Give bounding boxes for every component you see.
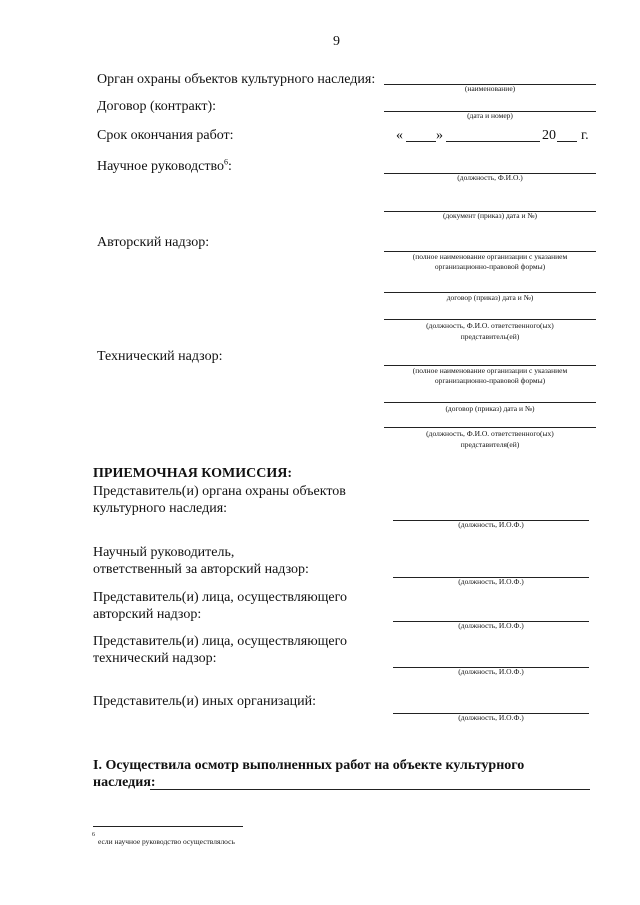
nauch-caption-2: (документ (приказ) дата и №) bbox=[442, 211, 538, 220]
tech-caption-3a: (должность, Ф.И.О. ответственного(ых) bbox=[426, 429, 554, 438]
tech-caption-3b: представителя(ей) bbox=[460, 440, 520, 449]
commission-item-3-line1: Представитель(и) лица, осуществляющего bbox=[93, 590, 348, 605]
organ-caption: (наименование) bbox=[464, 84, 516, 93]
avtor-caption-1b: организационно-правовой формы) bbox=[434, 262, 546, 271]
avtor-caption-3a: (должность, Ф.И.О. ответственного(ых) bbox=[426, 321, 554, 330]
avtor-input-line-3[interactable] bbox=[384, 319, 596, 320]
tech-caption-2: (договор (приказ) дата и №) bbox=[445, 404, 535, 413]
nauch-label bbox=[97, 158, 232, 175]
commission-item-5-line1: Представитель(и) иных организаций: bbox=[93, 694, 317, 709]
commission-item-2-line2: ответственный за авторский надзор: bbox=[93, 562, 309, 577]
srok-day-line[interactable] bbox=[406, 141, 436, 142]
tech-label: Технический надзор: bbox=[97, 349, 223, 364]
section1-title-line2: наследия: bbox=[93, 775, 156, 790]
dogovor-label: Договор (контракт): bbox=[97, 99, 216, 114]
commission-item-2-line1: Научный руководитель, bbox=[93, 545, 235, 560]
organ-label: Орган охраны объектов культурного наследия: bbox=[97, 72, 376, 87]
commission-item-1-line2: культурного наследия: bbox=[93, 501, 228, 516]
avtor-caption-1a: (полное наименование организации с указанием bbox=[412, 252, 568, 261]
commission-item-3-caption: (должность, И.О.Ф.) bbox=[458, 621, 524, 630]
commission-item-1-line1: Представитель(и) органа охраны объектов bbox=[93, 484, 346, 499]
commission-item-4-line2: технический надзор: bbox=[93, 651, 217, 666]
commission-heading: ПРИЕМОЧНАЯ КОМИССИЯ: bbox=[93, 466, 292, 481]
avtor-label: Авторский надзор: bbox=[97, 235, 210, 250]
commission-item-2-caption: (должность, И.О.Ф.) bbox=[458, 577, 524, 586]
section1-title-line1: I. Осуществила осмотр выполненных работ на объекте культурного bbox=[93, 758, 525, 773]
tech-caption-1a: (полное наименование организации с указанием bbox=[412, 366, 568, 375]
commission-item-5-caption: (должность, И.О.Ф.) bbox=[458, 713, 524, 722]
page-number: 9 bbox=[333, 34, 340, 49]
srok-label: Срок окончания работ: bbox=[97, 128, 234, 143]
srok-month-line[interactable] bbox=[446, 141, 540, 142]
srok-year-line[interactable] bbox=[557, 141, 577, 142]
commission-item-3-line2: авторский надзор: bbox=[93, 607, 202, 622]
srok-quote-open: « bbox=[396, 128, 403, 143]
footnote-separator bbox=[93, 826, 243, 827]
avtor-caption-2: договор (приказ) дата и №) bbox=[446, 293, 534, 302]
tech-input-line-2[interactable] bbox=[384, 402, 596, 403]
nauch-label-text: Научное руководство bbox=[97, 159, 225, 174]
footnote-ref: 6 bbox=[224, 157, 229, 167]
srok-quote-close: » bbox=[436, 128, 443, 143]
srok-year-suffix: г. bbox=[581, 128, 589, 143]
dogovor-caption: (дата и номер) bbox=[467, 111, 513, 120]
footnote-text: если научное руководство осуществлялось bbox=[98, 837, 235, 846]
commission-item-1-caption: (должность, И.О.Ф.) bbox=[458, 520, 524, 529]
nauch-label-colon: : bbox=[228, 159, 232, 174]
footnote-mark: 6 bbox=[92, 832, 95, 838]
tech-input-line-3[interactable] bbox=[384, 427, 596, 428]
tech-caption-1b: организационно-правовой формы) bbox=[434, 376, 546, 385]
nauch-caption-1: (должность, Ф.И.О.) bbox=[457, 173, 523, 182]
commission-item-4-line1: Представитель(и) лица, осуществляющего bbox=[93, 634, 348, 649]
section1-input-line[interactable] bbox=[150, 789, 590, 790]
commission-item-4-caption: (должность, И.О.Ф.) bbox=[458, 667, 524, 676]
srok-year-prefix: 20 bbox=[542, 128, 556, 143]
avtor-caption-3b: представитель(ей) bbox=[460, 332, 520, 341]
